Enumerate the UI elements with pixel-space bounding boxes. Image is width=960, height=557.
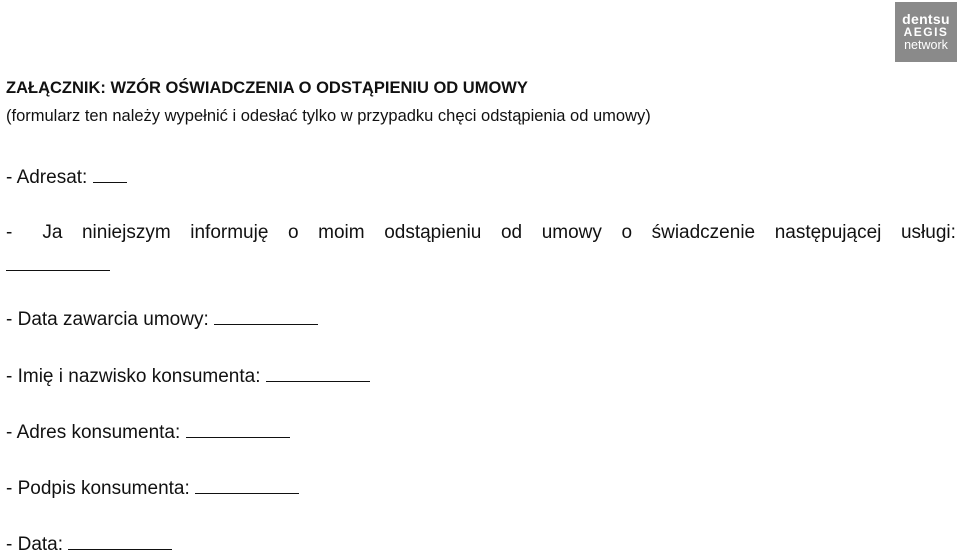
consumer-signature-line — [6, 475, 299, 500]
consumer-name-blank[interactable] — [266, 363, 370, 382]
statement-word: niniejszym — [81, 222, 171, 243]
consumer-name-label: Imię i nazwisko konsumenta: — [17, 366, 261, 387]
contract-date-blank[interactable] — [214, 306, 318, 325]
dash: - — [6, 534, 13, 555]
document-subtitle: (formularz ten należy wypełnić i odesłać tylko w przypadku chęci odstąpienia od umowy) — [6, 107, 651, 125]
addressee-label: Adresat: — [16, 167, 88, 188]
dash: - — [6, 167, 13, 188]
dash: - — [6, 309, 13, 330]
date-blank[interactable] — [68, 531, 172, 550]
contract-date-label: Data zawarcia umowy: — [17, 309, 209, 330]
addressee-blank[interactable] — [93, 164, 127, 183]
statement-word: o — [621, 222, 633, 243]
dash: - — [6, 222, 13, 243]
consumer-signature-label: Podpis konsumenta: — [17, 478, 190, 499]
logo-line-3: network — [904, 38, 948, 53]
service-blank-row — [6, 252, 110, 276]
statement-word: moim — [318, 222, 365, 243]
dash: - — [6, 422, 13, 443]
service-blank[interactable] — [6, 252, 110, 271]
statement-text — [42, 222, 956, 244]
consumer-address-label: Adres konsumenta: — [16, 422, 181, 443]
statement-word: odstąpieniu — [384, 222, 482, 243]
contract-date-line — [6, 306, 318, 331]
statement-word: od — [500, 222, 523, 243]
logo-line-2: AEGIS — [903, 25, 949, 40]
consumer-signature-blank[interactable] — [195, 475, 299, 494]
statement-word: o — [288, 222, 299, 243]
addressee-line — [6, 164, 127, 189]
statement-word: świadczenie — [651, 222, 756, 243]
dash: - — [6, 366, 13, 387]
dentsu-aegis-logo — [895, 2, 957, 62]
logo-line-1: dentsu — [902, 10, 950, 27]
consumer-name-line — [6, 363, 370, 388]
date-label: Data: — [17, 534, 64, 555]
document-title: ZAŁĄCZNIK: WZÓR OŚWIADCZENIA O ODSTĄPIENIU OD UMOWY — [6, 79, 528, 97]
consumer-address-line — [6, 419, 290, 444]
statement-word: usługi: — [900, 222, 956, 243]
statement-word: następującej — [774, 222, 882, 243]
date-line — [6, 531, 172, 556]
statement-line — [6, 222, 956, 244]
statement-word: informuję — [190, 222, 269, 243]
dash: - — [6, 478, 13, 499]
statement-word: Ja — [42, 222, 63, 243]
statement-word: umowy — [541, 222, 602, 243]
consumer-address-blank[interactable] — [186, 419, 290, 438]
